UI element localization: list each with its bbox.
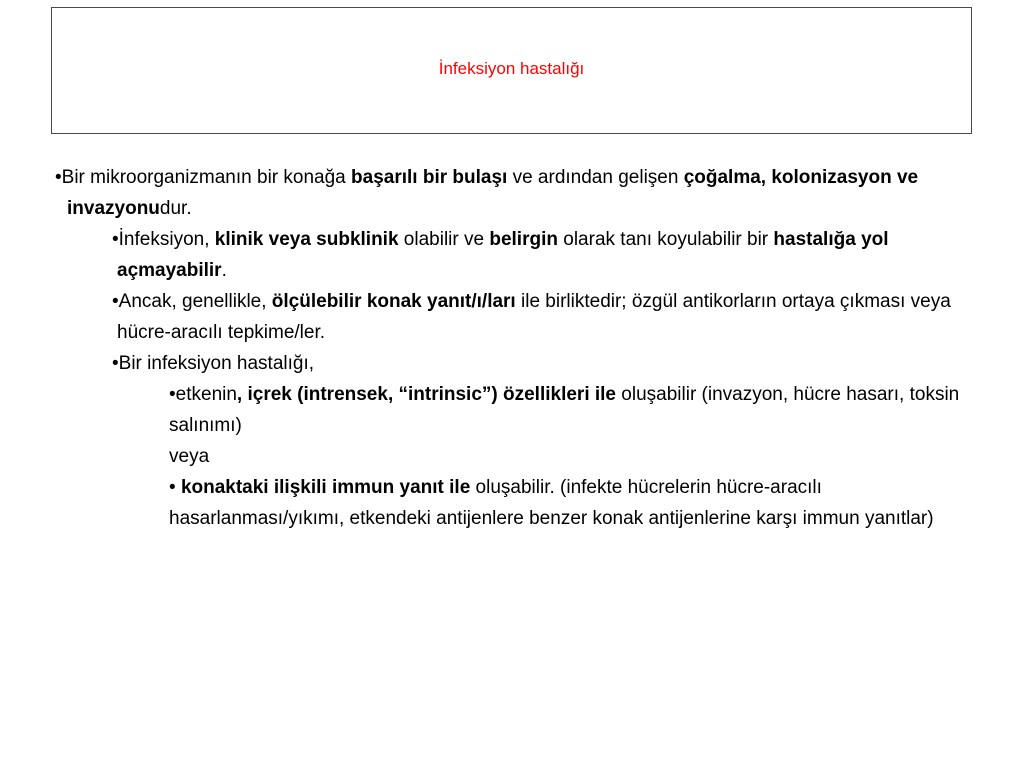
bold-run: belirgin [489,229,558,250]
paragraph-disease-intro [55,348,975,379]
text-run: •İnfeksiyon, [112,229,215,250]
bold-run: ölçülebilir konak yanıt/ı/ları [271,291,516,312]
paragraph-or [55,441,975,472]
text-run: olabilir ve [398,229,490,250]
paragraph-definition [55,162,975,224]
title-box [51,7,972,134]
bold-run: konaktaki ilişkili immun yanıt ile [180,477,471,498]
text-run: . [221,260,227,281]
text-run: • [169,477,181,498]
text-run: •Bir infeksiyon hastalığı, [112,353,315,374]
paragraph-clinical [55,224,975,286]
bold-run: çoğalma, kolonizasyon ve invazyonu [67,167,919,219]
bold-run: hastalığa yol açmayabilir [117,229,889,281]
bold-run: başarılı bir bulaşı [351,167,508,188]
text-run: olarak tanı koyulabilir bir [557,229,774,250]
text-run: •Bir mikroorganizmanın bir konağa [55,167,352,188]
text-run: •etkenin [169,384,237,405]
text-run: oluşabilir (invazyon, hücre hasarı, toksin salınımı) [169,384,960,436]
text-run: ve ardından gelişen [507,167,684,188]
paragraph-immune [55,472,975,534]
text-run: ile birliktedir; özgül antikorların ortaya çıkması veya hücre-aracılı tepkime/ler. [117,291,951,343]
slide-content [55,162,975,534]
text-run: •Ancak, genellikle, [112,291,272,312]
bold-run: klinik veya subklinik [214,229,399,250]
paragraph-host-response [55,286,975,348]
text-run: veya [169,446,210,467]
slide-title: İnfeksiyon hastalığı [438,59,585,78]
bold-run: , içrek (intrensek, “intrinsic”) özellikleri ile [236,384,617,405]
text-run: dur. [159,198,192,219]
paragraph-intrinsic [55,379,975,441]
text-run: oluşabilir. (infekte hücrelerin hücre-aracılı hasarlanması/yıkımı, etkendeki antijenlere benzer konak antijenlerine karşı immun yanıtlar) [169,477,934,529]
